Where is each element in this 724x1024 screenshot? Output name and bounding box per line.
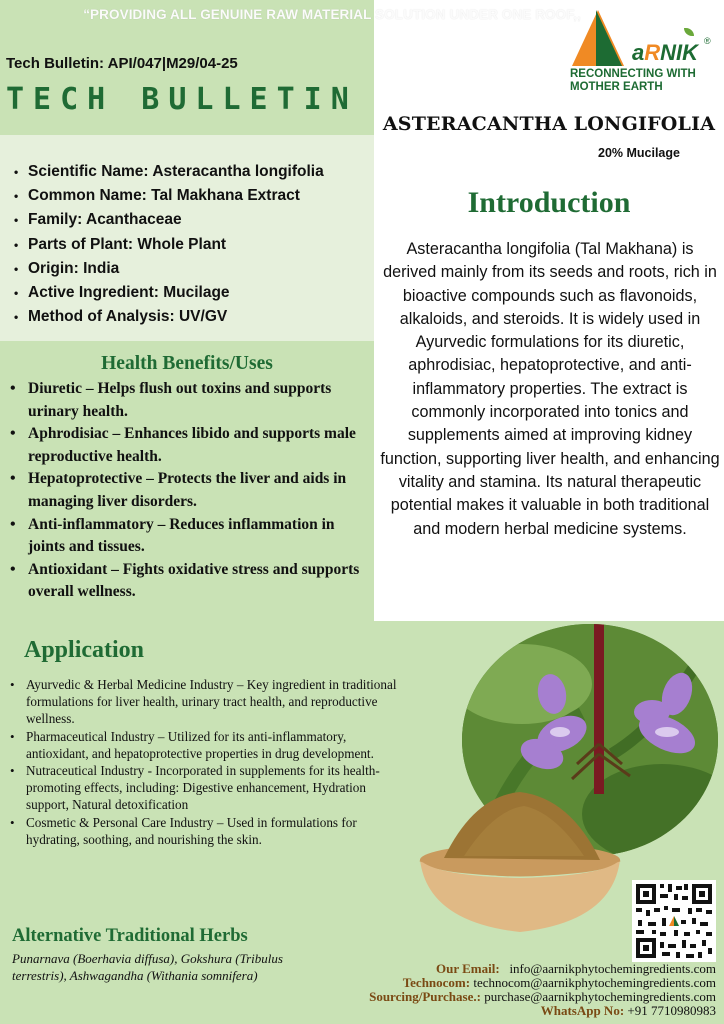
application-item: • Cosmetic & Personal Care Industry – Used in formulations for hydrating, soothing, and nourishing the skin. xyxy=(8,814,400,848)
email-line: Our Email: info@aarnikphytochemingredients.com xyxy=(436,961,716,976)
bulletin-title: TECH BULLETIN xyxy=(6,82,358,117)
whatsapp-number[interactable]: +91 7710980983 xyxy=(627,1003,716,1018)
application-item: • Pharmaceutical Industry – Utilized for its anti-inflammatory, antioxidant, and hepatoprotective properties in drug development. xyxy=(8,728,400,762)
logo-tagline-line1: RECONNECTING WITH xyxy=(570,68,696,80)
benefit-item: • Antioxidant – Fights oxidative stress and supports overall wellness. xyxy=(8,559,370,604)
spec-item: • Common Name: Tal Makhana Extract xyxy=(12,184,324,208)
email-link[interactable]: info@aarnikphytochemingredients.com xyxy=(509,961,716,976)
benefit-item: • Anti-inflammatory – Reduces inflammation in joints and tissues. xyxy=(8,514,370,559)
sourcing-link[interactable]: purchase@aarnikphytochemingredients.com xyxy=(484,989,716,1004)
qr-pattern xyxy=(634,882,714,960)
alternative-herbs-text: Punarnava (Boerhavia diffusa), Gokshura (Tribulus terrestris), Ashwagandha (Withania somnifera) xyxy=(12,951,283,983)
logo-wordmark: aRNIK xyxy=(632,40,699,65)
tagline: “PROVIDING ALL GENUINE RAW MATERIAL SOLUTION UNDER ONE ROOF,, xyxy=(83,7,581,22)
application-list xyxy=(8,676,400,848)
bowl-illustration xyxy=(404,786,636,936)
spec-item: • Origin: India xyxy=(12,257,324,281)
spec-item: • Method of Analysis: UV/GV xyxy=(12,305,324,329)
spec-item: • Family: Acanthaceae xyxy=(12,208,324,232)
whatsapp-line: WhatsApp No: +91 7710980983 xyxy=(540,1003,716,1018)
benefit-item: • Hepatoprotective – Protects the liver and aids in managing liver disorders. xyxy=(8,468,370,513)
benefit-item: • Aphrodisiac – Enhances libido and supports male reproductive health. xyxy=(8,423,370,468)
registered-mark: ® xyxy=(704,36,711,46)
spec-item: • Parts of Plant: Whole Plant xyxy=(12,233,324,257)
technocom-link[interactable]: technocom@aarnikphytochemingredients.com xyxy=(473,975,716,990)
company-logo xyxy=(568,6,718,96)
introduction-text: Asteracantha longifolia (Tal Makhana) is derived mainly from its seeds and roots, rich in bioactive compounds such as flavonoids, alkaloids, and steroids. It is widely used in Ayurvedic formulations for its diuretic, aphrodisiac, hepatoprotective, and anti-inflammatory properties. The extract is commonly incorporated into tonics and supplements aimed at improving kidney function, supporting liver health, and enhancing vitality and stamina. Its natural therapeutic potential makes it valuable in both traditional and modern herbal medicine systems. xyxy=(380,240,720,538)
product-name: ASTERACANTHA LONGIFOLIA xyxy=(382,113,716,135)
spec-item: • Scientific Name: Asteracantha longifolia xyxy=(12,160,324,184)
application-item: • Nutraceutical Industry - Incorporated in supplements for its health-promoting effects, including: Digestive enhancement, Hydration support, Natural detoxification xyxy=(8,762,400,814)
product-concentration: 20% Mucilage xyxy=(598,146,680,160)
technocom-line: Technocom: technocom@aarnikphytochemingredients.com xyxy=(402,975,716,990)
sourcing-line: Sourcing/Purchase.: purchase@aarnikphytochemingredients.com xyxy=(369,989,716,1004)
alternative-herbs-heading: Alternative Traditional Herbs xyxy=(12,926,248,946)
contact-info xyxy=(369,962,716,1018)
benefit-item: • Diuretic – Helps flush out toxins and supports urinary health. xyxy=(8,378,370,423)
qr-code-icon[interactable] xyxy=(632,880,716,962)
health-benefits-list xyxy=(8,378,370,604)
logo-triangle-shade-icon xyxy=(596,10,622,66)
application-item: • Ayurvedic & Herbal Medicine Industry – Key ingredient in traditional formulations for liver health, urinary tract health, and reproductive wellness. xyxy=(8,676,400,728)
application-heading: Application xyxy=(24,637,145,663)
leaf-icon xyxy=(684,28,694,36)
introduction-heading: Introduction xyxy=(467,186,631,219)
spec-item: • Active Ingredient: Mucilage xyxy=(12,281,324,305)
bulletin-number: Tech Bulletin: API/047|M29/04-25 xyxy=(6,55,238,72)
powder-bowl-image xyxy=(404,786,636,936)
specs-list xyxy=(12,160,324,329)
logo-tagline-line2: MOTHER EARTH xyxy=(570,81,663,93)
health-benefits-heading: Health Benefits/Uses xyxy=(101,353,273,374)
